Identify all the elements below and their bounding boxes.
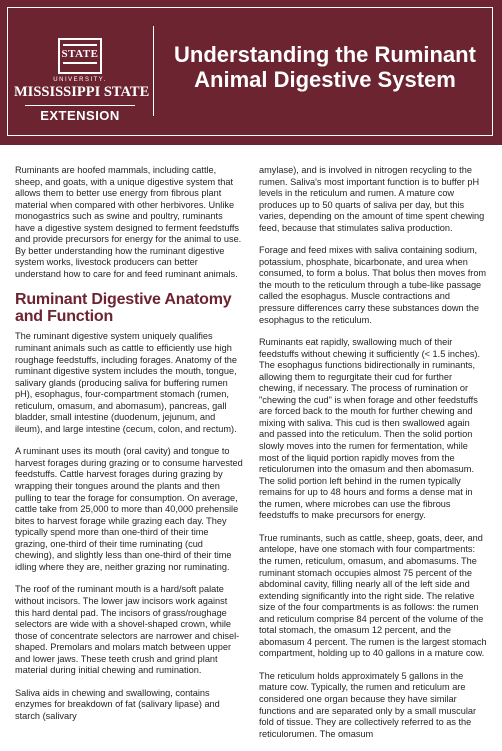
body-paragraph: Saliva aids in chewing and swallowing, contains enzymes for breakdown of fat (salivary lipase) and starch (salivary — [15, 687, 220, 721]
title-line-2: Animal Digestive System — [194, 67, 456, 92]
right-column — [259, 165, 487, 751]
logo-name-text: MISSISSIPPI STATE — [14, 84, 150, 100]
document-title — [160, 42, 490, 92]
body-paragraph: The reticulum holds approximately 5 gallons in the mature cow. Typically, the rumen and reticulum are considered one organ because they have similar functions and are separated only by a small muscular fold of tissue. They are collectively referred to as the reticulorumen. The omasum — [259, 670, 477, 739]
body-paragraph: amylase), and is involved in nitrogen recycling to the rumen. Saliva's most important function is to buffer pH levels in the reticulum and rumen. A mature cow produces up to 50 quarts of saliva per day, but this varies, depending on the amount of time spent chewing feed, because that stimulates saliva production. — [259, 165, 485, 233]
logo-state-text: STATE — [61, 48, 99, 60]
msu-state-seal-icon — [58, 38, 102, 74]
logo-extension-text: EXTENSION — [40, 108, 120, 123]
msu-extension-logo — [14, 38, 150, 123]
body-paragraph: Ruminants eat rapidly, swallowing much of their feedstuffs without chewing it sufficiently (< 1.5 inches). The esophagus functions bidirectionally in ruminants, allowing them to regurgitate their cud for further chewing, if necessary. The process of rumination or "chewing the cud" is when forage and other feedstuffs are forced back to the mouth for further chewing and mixing with saliva. This cud is then swallowed again and passed into the reticulum. Then the solid portion slowly moves into the rumen for fermentation, while most of the liquid portion rapidly moves from the reticulorumen into the omasum and then abomasum. The solid portion left behind in the rumen typically remains for up to 48 hours and forms a dense mat in the rumen, where microbes can use the fibrous feedstuffs to make precursors for energy. — [259, 337, 481, 521]
body-paragraph: True ruminants, such as cattle, sheep, goats, deer, and antelope, have one stomach with four compartments: the rumen, reticulum, omasum, and abomasums. The ruminant stomach occupies almost 75 percent of the abdominal cavity, filling nearly all of the left side and extending significantly into the right side. The relative size of the four compartments is as follows: the rumen and reticulum comprise 84 percent of the volume of the total stomach, the omasum 12 percent, and the abomasum 4 percent. The rumen is the largest stomach compartment, holding up to 40 gallons in a mature cow. — [259, 532, 487, 659]
intro-paragraph: Ruminants are hoofed mammals, including cattle, sheep, and goats, with a unique digestive system that allows them to better use energy from fibrous plant material when compared with other herbivores. Unlike monogastrics such as swine and poultry, ruminants have a digestive system designed to ferment feedstuffs and provide precursors for energy for the animal to use. By better understanding how the ruminant digestive system works, livestock producers can better understand how to care for and feed ruminant animals. — [15, 165, 242, 279]
body-paragraph: The ruminant digestive system uniquely qualifies ruminant animals such as cattle to efficiently use high roughage feedstuffs, including forages. Anatomy of the ruminant digestive system includes the mouth, tongue, salivary glands (producing saliva for buffering rumen pH), esophagus, four-compartment stomach (rumen, reticulum, omasum, and abomasum), pancreas, gall bladder, small intestine (duodenum, jejunum, and ileum), and large intestine (cecum, colon, and rectum). — [15, 331, 238, 434]
body-paragraph: A ruminant uses its mouth (oral cavity) and tongue to harvest forages during grazing or to consume harvested feedstuffs. Cattle harvest forages during grazing by wrapping their tongues around the plants and then pulling to tear the forage for consumption. On average, cattle take from 25,000 to more than 40,000 prehensile bites to harvest forage while grazing each day. They typically spend more than one-third of their time grazing, one-third of their time ruminating (cud chewing), and slightly less than one-third of their time idling where they are, neither grazing nor ruminating. — [15, 446, 243, 572]
left-column — [15, 165, 243, 733]
section-heading: Ruminant Digestive Anatomy and Function — [15, 291, 232, 326]
body-paragraph: The roof of the ruminant mouth is a hard/soft palate without incisors. The lower jaw incisors work against this hard dental pad. The incisors of grass/roughage selectors are wide with a shovel-shaped crown, while those of concentrate selectors are narrower and chisel-shaped. Premolars and molars match between upper and lower jaws. These teeth crush and grind plant material during initial chewing and rumination. — [15, 584, 240, 676]
header-banner — [0, 0, 502, 145]
header-vertical-divider — [153, 26, 154, 116]
title-line-1: Understanding the Ruminant — [174, 42, 476, 67]
logo-university-text: UNIVERSITY. — [53, 77, 107, 83]
body-paragraph: Forage and feed mixes with saliva containing sodium, potassium, phosphate, bicarbonate, and urea when consumed, to form a bolus. That bolus then moves from the mouth to the reticulum through a tube-like passage called the esophagus. Muscle contractions and pressure differences carry these substances down the esophagus to the reticulum. — [259, 245, 487, 325]
logo-divider — [25, 105, 135, 106]
